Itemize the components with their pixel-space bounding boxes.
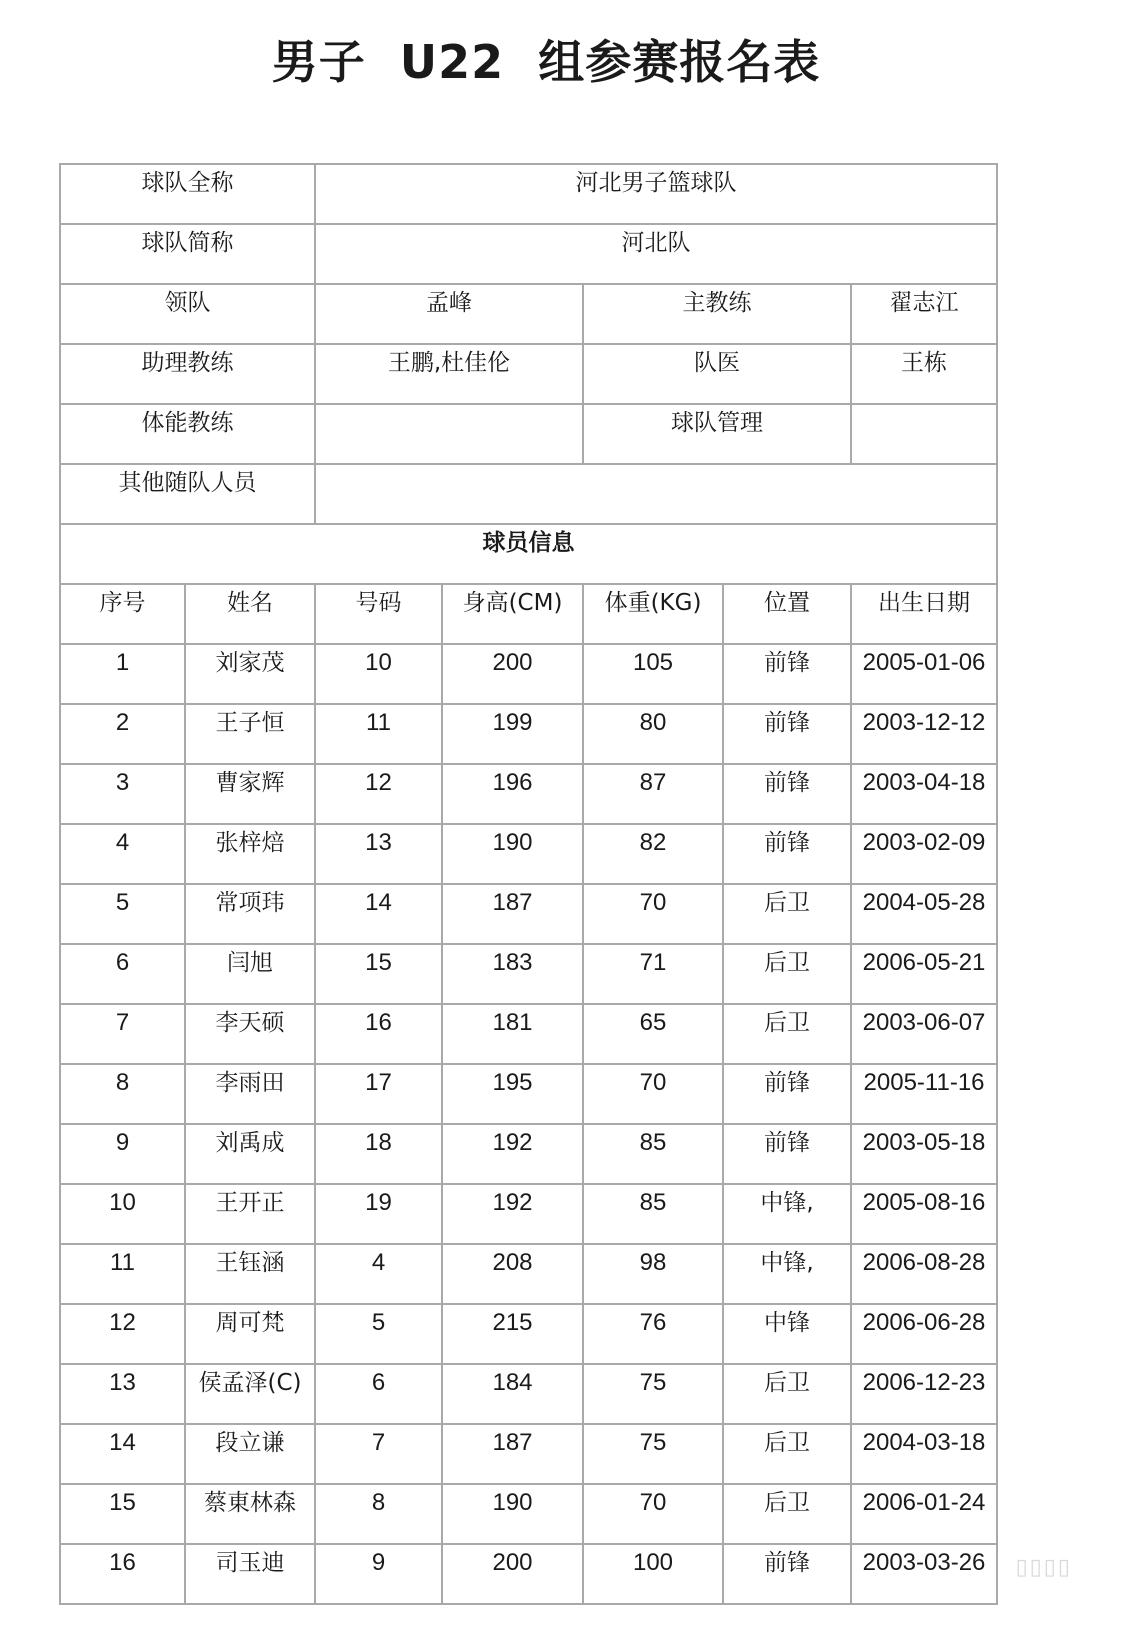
player-index: 5: [60, 884, 185, 944]
player-name: 侯孟泽(C): [185, 1364, 315, 1424]
player-position: 前锋: [723, 704, 851, 764]
player-weight: 70: [583, 1064, 723, 1124]
header-col-height: 身高(CM): [442, 584, 583, 644]
player-position: 前锋: [723, 1544, 851, 1604]
player-weight: 80: [583, 704, 723, 764]
player-index: 11: [60, 1244, 185, 1304]
player-index: 9: [60, 1124, 185, 1184]
player-number: 13: [315, 824, 442, 884]
player-index: 13: [60, 1364, 185, 1424]
player-weight: 65: [583, 1004, 723, 1064]
player-name: 司玉迪: [185, 1544, 315, 1604]
leader-row: [60, 284, 997, 344]
player-index: 7: [60, 1004, 185, 1064]
team-full-name-value: 河北男子篮球队: [315, 164, 997, 224]
player-row: [60, 1484, 997, 1544]
player-position: 中锋,: [723, 1244, 851, 1304]
player-birthdate: 2003-03-26: [851, 1544, 997, 1604]
player-name: 闫旭: [185, 944, 315, 1004]
team-full-name-label: 球队全称: [60, 164, 315, 224]
team-doctor-value: 王栋: [851, 344, 997, 404]
player-number: 19: [315, 1184, 442, 1244]
player-position: 后卫: [723, 1424, 851, 1484]
player-index: 1: [60, 644, 185, 704]
player-number: 8: [315, 1484, 442, 1544]
player-birthdate: 2006-01-24: [851, 1484, 997, 1544]
header-col-index: 序号: [60, 584, 185, 644]
team-manager-value: [851, 404, 997, 464]
player-birthdate: 2004-03-18: [851, 1424, 997, 1484]
player-row: [60, 944, 997, 1004]
leader-label: 领队: [60, 284, 315, 344]
other-staff-label: 其他随队人员: [60, 464, 315, 524]
player-row: [60, 1304, 997, 1364]
player-birthdate: 2005-11-16: [851, 1064, 997, 1124]
player-height: 200: [442, 1544, 583, 1604]
player-weight: 71: [583, 944, 723, 1004]
team-short-name-row: [60, 224, 997, 284]
player-birthdate: 2003-05-18: [851, 1124, 997, 1184]
player-number: 5: [315, 1304, 442, 1364]
player-number: 15: [315, 944, 442, 1004]
player-row: [60, 764, 997, 824]
player-row: [60, 1184, 997, 1244]
team-full-name-row: [60, 164, 997, 224]
team-doctor-label: 队医: [583, 344, 851, 404]
player-number: 11: [315, 704, 442, 764]
player-number: 17: [315, 1064, 442, 1124]
player-height: 199: [442, 704, 583, 764]
player-name: 段立谦: [185, 1424, 315, 1484]
player-weight: 100: [583, 1544, 723, 1604]
player-index: 10: [60, 1184, 185, 1244]
player-number: 14: [315, 884, 442, 944]
player-index: 14: [60, 1424, 185, 1484]
player-weight: 70: [583, 884, 723, 944]
player-row: [60, 644, 997, 704]
players-section-title: 球员信息: [60, 524, 997, 584]
player-row: [60, 704, 997, 764]
fitness-coach-label: 体能教练: [60, 404, 315, 464]
player-weight: 98: [583, 1244, 723, 1304]
player-index: 8: [60, 1064, 185, 1124]
assistant-coach-value: 王鹏,杜佳伦: [315, 344, 583, 404]
header-col-position: 位置: [723, 584, 851, 644]
player-position: 后卫: [723, 1004, 851, 1064]
player-weight: 87: [583, 764, 723, 824]
player-row: [60, 1004, 997, 1064]
player-index: 6: [60, 944, 185, 1004]
other-staff-value: [315, 464, 997, 524]
player-index: 4: [60, 824, 185, 884]
player-birthdate: 2006-05-21: [851, 944, 997, 1004]
player-name: 王钰涵: [185, 1244, 315, 1304]
player-position: 前锋: [723, 644, 851, 704]
player-index: 16: [60, 1544, 185, 1604]
player-weight: 82: [583, 824, 723, 884]
player-number: 9: [315, 1544, 442, 1604]
head-coach-value: 翟志江: [851, 284, 997, 344]
player-height: 190: [442, 824, 583, 884]
player-birthdate: 2003-06-07: [851, 1004, 997, 1064]
players-section: [60, 584, 997, 1604]
player-number: 10: [315, 644, 442, 704]
team-short-name-value: 河北队: [315, 224, 997, 284]
player-row: [60, 1064, 997, 1124]
player-birthdate: 2005-08-16: [851, 1184, 997, 1244]
team-manager-label: 球队管理: [583, 404, 851, 464]
player-name: 刘禹成: [185, 1124, 315, 1184]
player-height: 196: [442, 764, 583, 824]
player-position: 后卫: [723, 1364, 851, 1424]
player-height: 183: [442, 944, 583, 1004]
player-birthdate: 2003-02-09: [851, 824, 997, 884]
player-name: 李天硕: [185, 1004, 315, 1064]
player-weight: 70: [583, 1484, 723, 1544]
header-col-birthdate: 出生日期: [851, 584, 997, 644]
player-name: 蔡東林森: [185, 1484, 315, 1544]
player-name: 张梓焙: [185, 824, 315, 884]
player-row: [60, 1124, 997, 1184]
assistant-coach-row: [60, 344, 997, 404]
player-index: 2: [60, 704, 185, 764]
player-height: 200: [442, 644, 583, 704]
player-weight: 85: [583, 1184, 723, 1244]
player-height: 187: [442, 1424, 583, 1484]
header-col-name: 姓名: [185, 584, 315, 644]
player-name: 李雨田: [185, 1064, 315, 1124]
watermark: ▯▯▯▯: [1015, 1555, 1072, 1580]
players-section-title-row: [60, 524, 997, 584]
player-weight: 75: [583, 1364, 723, 1424]
player-height: 190: [442, 1484, 583, 1544]
player-birthdate: 2006-12-23: [851, 1364, 997, 1424]
player-name: 曹家辉: [185, 764, 315, 824]
player-birthdate: 2003-12-12: [851, 704, 997, 764]
player-name: 王开正: [185, 1184, 315, 1244]
player-number: 6: [315, 1364, 442, 1424]
fitness-coach-value: [315, 404, 583, 464]
header-col-weight: 体重(KG): [583, 584, 723, 644]
player-header-row: [60, 584, 997, 644]
player-weight: 75: [583, 1424, 723, 1484]
page-title: 男子 U22 组参赛报名表: [271, 35, 821, 89]
player-height: 181: [442, 1004, 583, 1064]
player-position: 中锋,: [723, 1184, 851, 1244]
player-name: 刘家茂: [185, 644, 315, 704]
player-position: 后卫: [723, 884, 851, 944]
leader-value: 孟峰: [315, 284, 583, 344]
player-row: [60, 884, 997, 944]
player-birthdate: 2006-08-28: [851, 1244, 997, 1304]
assistant-coach-label: 助理教练: [60, 344, 315, 404]
header-col-number: 号码: [315, 584, 442, 644]
fitness-coach-row: [60, 404, 997, 464]
player-number: 7: [315, 1424, 442, 1484]
player-position: 前锋: [723, 1124, 851, 1184]
player-number: 12: [315, 764, 442, 824]
player-index: 3: [60, 764, 185, 824]
player-row: [60, 1544, 997, 1604]
player-height: 195: [442, 1064, 583, 1124]
head-coach-label: 主教练: [583, 284, 851, 344]
player-weight: 105: [583, 644, 723, 704]
player-position: 后卫: [723, 944, 851, 1004]
player-birthdate: 2003-04-18: [851, 764, 997, 824]
player-index: 12: [60, 1304, 185, 1364]
player-height: 184: [442, 1364, 583, 1424]
player-row: [60, 1424, 997, 1484]
player-number: 16: [315, 1004, 442, 1064]
player-name: 王子恒: [185, 704, 315, 764]
player-row: [60, 1244, 997, 1304]
player-position: 后卫: [723, 1484, 851, 1544]
player-height: 187: [442, 884, 583, 944]
player-name: 常项玮: [185, 884, 315, 944]
player-height: 192: [442, 1124, 583, 1184]
player-position: 前锋: [723, 764, 851, 824]
other-staff-row: [60, 464, 997, 524]
player-position: 前锋: [723, 1064, 851, 1124]
player-position: 前锋: [723, 824, 851, 884]
player-height: 192: [442, 1184, 583, 1244]
registration-table: [59, 163, 998, 1605]
player-number: 18: [315, 1124, 442, 1184]
player-height: 215: [442, 1304, 583, 1364]
player-birthdate: 2004-05-28: [851, 884, 997, 944]
player-name: 周可梵: [185, 1304, 315, 1364]
player-number: 4: [315, 1244, 442, 1304]
player-birthdate: 2005-01-06: [851, 644, 997, 704]
player-row: [60, 1364, 997, 1424]
player-weight: 85: [583, 1124, 723, 1184]
player-weight: 76: [583, 1304, 723, 1364]
player-row: [60, 824, 997, 884]
player-index: 15: [60, 1484, 185, 1544]
player-birthdate: 2006-06-28: [851, 1304, 997, 1364]
player-position: 中锋: [723, 1304, 851, 1364]
team-info-section: [60, 164, 997, 584]
player-height: 208: [442, 1244, 583, 1304]
team-short-name-label: 球队简称: [60, 224, 315, 284]
